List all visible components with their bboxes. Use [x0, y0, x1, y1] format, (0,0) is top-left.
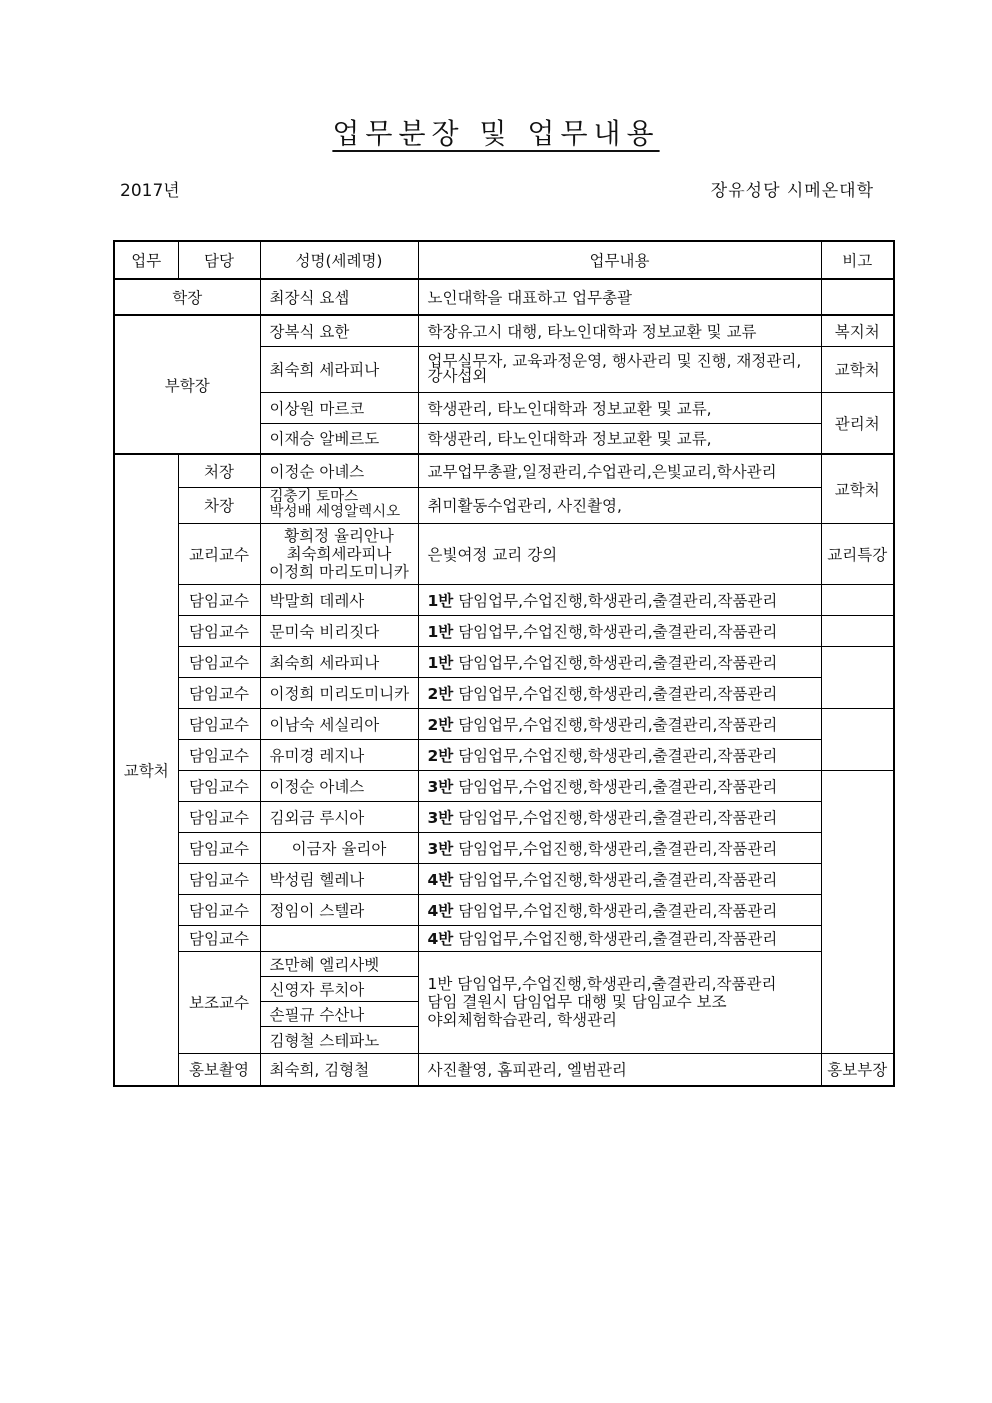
note-cell [821, 770, 894, 1053]
homeroom-name: 박말희 데레사 [260, 584, 418, 615]
deputy-name: 박성배 세영알렉시오 [269, 504, 401, 520]
table-row [114, 894, 894, 925]
table-row [114, 832, 894, 863]
vice-name: 최숙희 세라피나 [260, 346, 418, 392]
table-row [114, 584, 894, 615]
homeroom-role: 담임교수 [178, 832, 260, 863]
table-row [114, 315, 894, 346]
table-row [114, 454, 894, 487]
ban-label: 1반 [427, 591, 454, 610]
note-cell [821, 708, 894, 770]
president-role: 학장 [114, 279, 260, 315]
vice-duty: 학생관리, 타노인대학과 정보교환 및 교류, [418, 423, 821, 454]
table-row [114, 925, 894, 951]
homeroom-duty [418, 925, 821, 951]
doctrine-note: 교리특강 [821, 523, 894, 584]
ban-label: 1반 [427, 622, 454, 641]
president-duty: 노인대학을 대표하고 업무총괄 [418, 279, 821, 315]
assistant-role: 보조교수 [178, 951, 260, 1053]
ban-label: 4반 [427, 901, 454, 920]
ban-label: 2반 [427, 746, 454, 765]
header-duty: 업무내용 [418, 241, 821, 279]
duty-text: 담임업무,수업진행,학생관리,출결관리,작품관리 [458, 653, 778, 672]
assistant-name: 김형철 스테파노 [260, 1026, 418, 1053]
duty-text: 담임업무,수업진행,학생관리,출결관리,작품관리 [458, 777, 778, 796]
year-label: 2017년 [120, 181, 180, 201]
vice-name: 이재승 알베르도 [260, 423, 418, 454]
homeroom-duty [418, 863, 821, 894]
homeroom-duty [418, 708, 821, 739]
duty-text: 담임업무,수업진행,학생관리,출결관리,작품관리 [458, 930, 778, 948]
assistant-duty [418, 951, 821, 1053]
note-cell [821, 646, 894, 708]
table-row [114, 951, 894, 976]
table-row [114, 801, 894, 832]
homeroom-duty [418, 801, 821, 832]
pr-note: 홍보부장 [821, 1053, 894, 1086]
assistant-duty-line: 야외체험학습관리, 학생관리 [427, 1011, 618, 1029]
deputy-role: 차장 [178, 487, 260, 523]
deputy-duty: 취미활동수업관리, 사진촬영, [418, 487, 821, 523]
organization-label: 장유성당 시메온대학 [710, 181, 874, 201]
ban-label: 3반 [427, 839, 454, 858]
note-cell [821, 584, 894, 615]
header-name: 성명(세례명) [260, 241, 418, 279]
homeroom-duty [418, 584, 821, 615]
table-row [114, 487, 894, 523]
header-note: 비고 [821, 241, 894, 279]
vice-name: 이상원 마르코 [260, 392, 418, 423]
homeroom-role: 담임교수 [178, 615, 260, 646]
table-header-row [114, 241, 894, 279]
homeroom-duty [418, 677, 821, 708]
table-row [114, 708, 894, 739]
president-name: 최장식 요셉 [260, 279, 418, 315]
doctrine-duty: 은빛여정 교리 강의 [418, 523, 821, 584]
vice-note: 교학처 [821, 346, 894, 392]
vice-duty: 학생관리, 타노인대학과 정보교환 및 교류, [418, 392, 821, 423]
table-row [114, 863, 894, 894]
ban-label: 1반 [427, 653, 454, 672]
chief-name: 이정순 아녜스 [260, 454, 418, 487]
homeroom-duty [418, 739, 821, 770]
table-row [114, 646, 894, 677]
duty-text: 담임업무,수업진행,학생관리,출결관리,작품관리 [458, 684, 778, 703]
assistant-name: 손필규 수산나 [260, 1001, 418, 1026]
homeroom-duty [418, 894, 821, 925]
header-dept: 업무 [114, 241, 178, 279]
homeroom-role: 담임교수 [178, 646, 260, 677]
ban-label: 3반 [427, 808, 454, 827]
homeroom-role: 담임교수 [178, 708, 260, 739]
duty-text: 담임업무,수업진행,학생관리,출결관리,작품관리 [458, 870, 778, 889]
doctrine-names [260, 523, 418, 584]
homeroom-role: 담임교수 [178, 894, 260, 925]
ban-label: 3반 [427, 777, 454, 796]
chief-role: 처장 [178, 454, 260, 487]
table-row [114, 523, 894, 584]
homeroom-role: 담임교수 [178, 584, 260, 615]
vice-name: 장복식 요한 [260, 315, 418, 346]
ban-label: 4반 [427, 930, 454, 948]
pr-duty: 사진촬영, 홈피관리, 엘범관리 [418, 1053, 821, 1086]
homeroom-name: 김외금 루시아 [260, 801, 418, 832]
assistant-duty-line: 담임 결원시 담임업무 대행 및 담임교수 보조 [427, 993, 727, 1011]
table-row [114, 1053, 894, 1086]
table-row [114, 615, 894, 646]
homeroom-name: 유미경 레지나 [260, 739, 418, 770]
homeroom-duty [418, 646, 821, 677]
assistant-name: 조만혜 엘리사벳 [260, 951, 418, 976]
note-cell [821, 615, 894, 646]
doctrine-name: 최숙희세라피나 [286, 544, 392, 563]
duty-text: 담임업무,수업진행,학생관리,출결관리,작품관리 [458, 746, 778, 765]
duty-text: 담임업무,수업진행,학생관리,출결관리,작품관리 [458, 591, 778, 610]
homeroom-duty [418, 615, 821, 646]
homeroom-role: 담임교수 [178, 770, 260, 801]
homeroom-name: 문미숙 비리짓다 [260, 615, 418, 646]
homeroom-role: 담임교수 [178, 677, 260, 708]
vice-role: 부학장 [114, 315, 260, 454]
doctrine-name: 이정희 마리도미니카 [269, 562, 409, 581]
homeroom-name: 정임이 스텔라 [260, 894, 418, 925]
homeroom-role: 담임교수 [178, 925, 260, 951]
homeroom-role: 담임교수 [178, 801, 260, 832]
homeroom-role: 담임교수 [178, 863, 260, 894]
pr-role: 홍보촬영 [178, 1053, 260, 1086]
table-row [114, 677, 894, 708]
duty-text: 담임업무,수업진행,학생관리,출결관리,작품관리 [458, 622, 778, 641]
duty-text: 담임업무,수업진행,학생관리,출결관리,작품관리 [458, 715, 778, 734]
table-row [114, 739, 894, 770]
chief-duty: 교무업무총괄,일정관리,수업관리,은빛교리,학사관리 [418, 454, 821, 487]
homeroom-name: 최숙희 세라피나 [260, 646, 418, 677]
vice-duty: 업무실무자, 교육과정운영, 행사관리 및 진행, 재정관리, 강사섭외 [418, 346, 821, 392]
ban-label: 2반 [427, 684, 454, 703]
assistant-duty-line: 1반 담임업무,수업진행,학생관리,출결관리,작품관리 [427, 975, 777, 993]
homeroom-name: 이정희 미리도미니카 [260, 677, 418, 708]
duty-text: 담임업무,수업진행,학생관리,출결관리,작품관리 [458, 808, 778, 827]
duty-text: 담임업무,수업진행,학생관리,출결관리,작품관리 [458, 839, 778, 858]
ban-label: 2반 [427, 715, 454, 734]
ban-label: 4반 [427, 870, 454, 889]
homeroom-name: 이남숙 세실리아 [260, 708, 418, 739]
table-row [114, 770, 894, 801]
homeroom-role: 담임교수 [178, 739, 260, 770]
homeroom-name: 박성림 헬레나 [260, 863, 418, 894]
doctrine-role: 교리교수 [178, 523, 260, 584]
vice-note: 관리처 [821, 392, 894, 454]
table-row [114, 279, 894, 315]
chief-note: 교학처 [821, 454, 894, 523]
pr-name: 최숙희, 김형철 [260, 1053, 418, 1086]
homeroom-duty [418, 770, 821, 801]
homeroom-duty [418, 832, 821, 863]
homeroom-name [260, 925, 418, 951]
header-role: 담당 [178, 241, 260, 279]
assistant-name: 신영자 루치아 [260, 976, 418, 1001]
vice-note: 복지처 [821, 315, 894, 346]
academic-dept: 교학처 [114, 454, 178, 1086]
vice-duty: 학장유고시 대행, 타노인대학과 정보교환 및 교류 [418, 315, 821, 346]
homeroom-name: 이정순 아녜스 [260, 770, 418, 801]
president-note [821, 279, 894, 315]
page-title: 업무분장 및 업무내용 [332, 117, 660, 150]
homeroom-name: 이금자 율리아 [260, 832, 418, 863]
duty-text: 담임업무,수업진행,학생관리,출결관리,작품관리 [458, 901, 778, 920]
deputy-names [260, 487, 418, 523]
duty-table [113, 240, 895, 1087]
doctrine-name: 황희정 율리안나 [284, 526, 394, 545]
deputy-name: 김충기 토마스 [269, 489, 359, 505]
